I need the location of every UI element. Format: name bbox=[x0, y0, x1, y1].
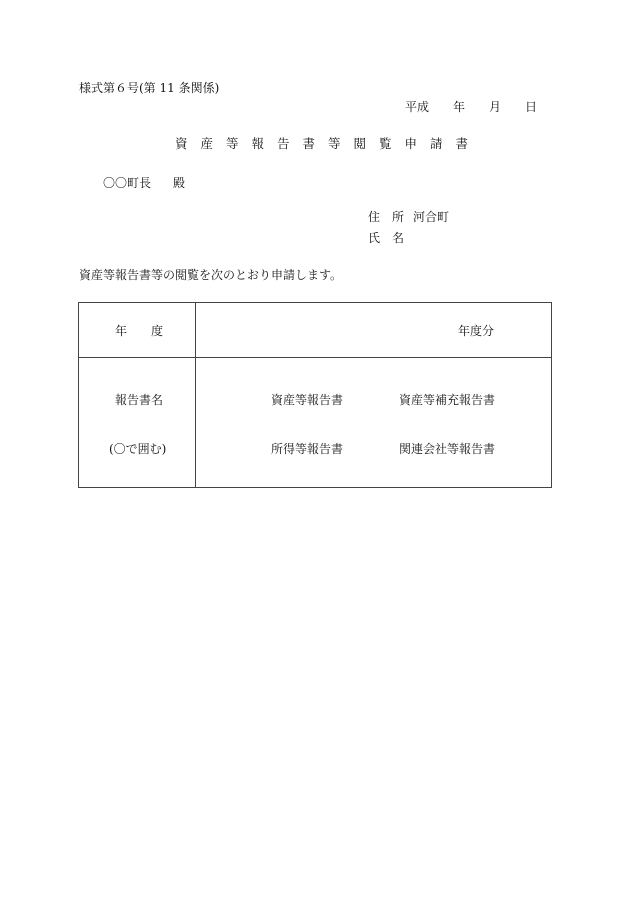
address-value: 河合町 bbox=[413, 210, 450, 224]
report-option[interactable]: 資産等補充報告書 bbox=[399, 393, 496, 407]
applicant-address-row bbox=[368, 210, 449, 224]
date-era: 平成 bbox=[405, 100, 430, 114]
addressee-office: 〇〇町長 bbox=[103, 176, 152, 190]
addressee-honorific: 殿 bbox=[173, 176, 186, 190]
report-hint: (〇で囲む) bbox=[109, 442, 167, 456]
date-month: 月 bbox=[489, 100, 502, 114]
report-option[interactable]: 関連会社等報告書 bbox=[399, 442, 496, 456]
table-column-divider bbox=[195, 303, 196, 487]
date-day: 日 bbox=[525, 100, 538, 114]
year-suffix: 年度分 bbox=[458, 324, 495, 338]
intro-text: 資産等報告書等の閲覧を次のとおり申請します。 bbox=[79, 268, 343, 282]
applicant-name-row bbox=[368, 231, 404, 245]
report-option[interactable]: 資産等報告書 bbox=[271, 393, 344, 407]
date-line bbox=[405, 100, 537, 114]
name-label: 氏 名 bbox=[368, 231, 405, 245]
year-label: 年 度 bbox=[115, 324, 164, 338]
addressee bbox=[103, 176, 185, 190]
report-label: 報告書名 bbox=[115, 393, 164, 407]
document-title: 資産等報告書等閲覧申請書 bbox=[175, 136, 482, 151]
date-year: 年 bbox=[453, 100, 466, 114]
form-number: 様式第６号(第 11 条関係) bbox=[79, 81, 220, 95]
table-row-divider bbox=[79, 357, 551, 358]
application-table bbox=[78, 302, 552, 488]
address-label: 住 所 bbox=[368, 210, 405, 224]
report-option[interactable]: 所得等報告書 bbox=[271, 442, 344, 456]
